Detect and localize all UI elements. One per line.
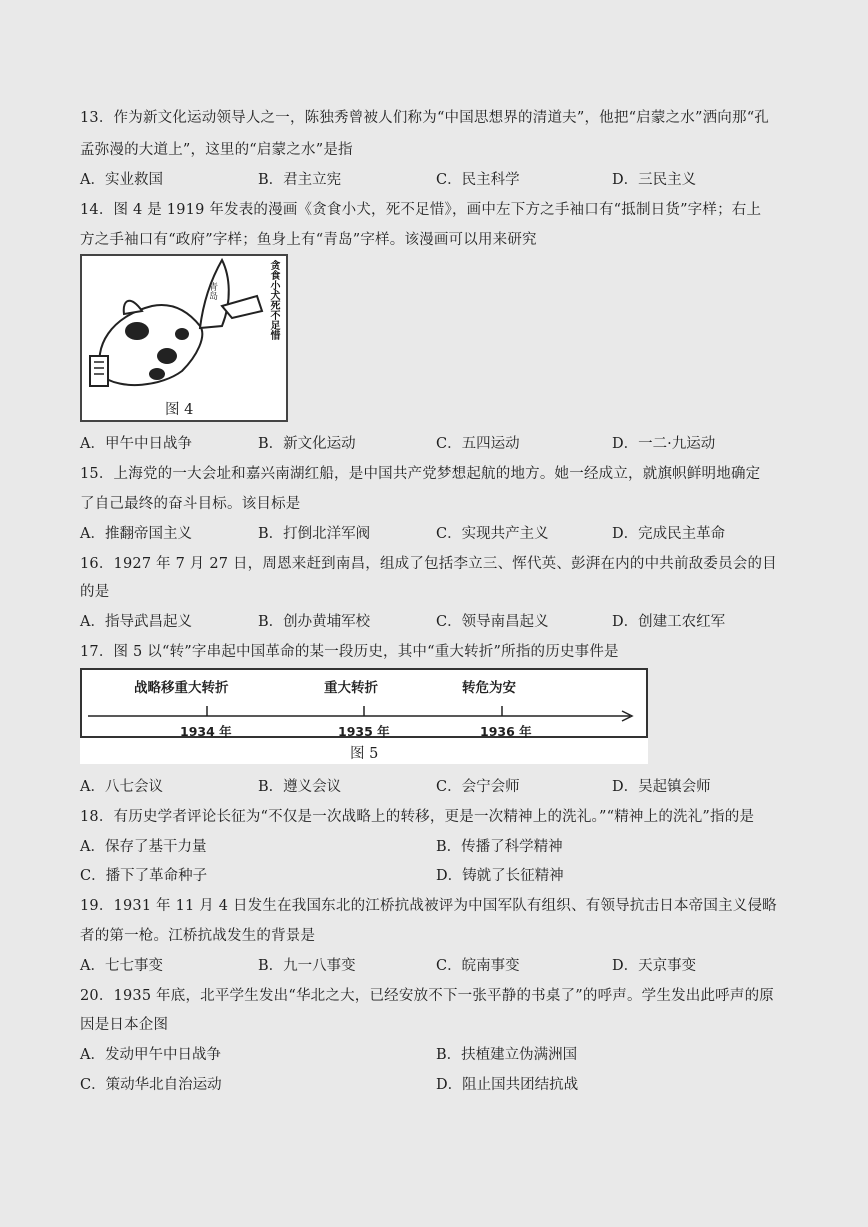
q14-option-d: D．一二·九运动 [612, 436, 716, 452]
q20-option-a: A．发动甲午中日战争 [80, 1047, 221, 1063]
q19-option-b: B．九一八事变 [258, 958, 356, 974]
cartoon-title-vertical: 贪食小犬死不足惜 [268, 260, 279, 340]
q17-option-b: B．遵义会议 [258, 779, 342, 795]
timeline-frame [80, 668, 648, 738]
timeline-label-1: 战略移重大转折 [134, 680, 229, 696]
q13-option-c: C．民主科学 [436, 172, 520, 188]
q20-option-d: D．阻止国共团结抗战 [436, 1077, 579, 1093]
q16-option-a: A．指导武昌起义 [80, 614, 192, 630]
figure-5-caption: 图 5 [350, 746, 379, 762]
q13-stem-line1: 13．作为新文化运动领导人之一，陈独秀曾被人们称为“中国思想界的清道夫”，他把“启蒙之水”洒向那“孔 [80, 110, 770, 126]
q15-option-d: D．完成民主革命 [612, 526, 726, 542]
q13-option-d: D．三民主义 [612, 172, 697, 188]
timeline-label-3: 转危为安 [462, 680, 516, 696]
q18-option-a: A．保存了基干力量 [80, 839, 207, 855]
q17-option-c: C．会宁会师 [436, 779, 520, 795]
q20-stem-line2: 因是日本企图 [80, 1017, 169, 1033]
q13-option-b: B．君主立宪 [258, 172, 342, 188]
q20-option-c: C．策动华北自治运动 [80, 1077, 222, 1093]
q13-stem-line2: 孟弥漫的大道上”，这里的“启蒙之水”是指 [80, 142, 353, 158]
q16-option-b: B．创办黄埔军校 [258, 614, 371, 630]
q14-stem-line1: 14．图 4 是 1919 年发表的漫画《贪食小犬，死不足惜》，画中左下方之手袖口有“抵制日货”字样；右上 [80, 202, 762, 218]
q17-stem-line1: 17．图 5 以“转”字串起中国革命的某一段历史，其中“重大转折”所指的历史事件是 [80, 644, 619, 660]
figure-5-timeline [80, 668, 648, 764]
q17-option-a: A．八七会议 [80, 779, 163, 795]
q17-option-d: D．吴起镇会师 [612, 779, 711, 795]
q14-option-a: A．甲午中日战争 [80, 436, 192, 452]
q18-stem-line1: 18．有历史学者评论长征为“不仅是一次战略上的转移，更是一次精神上的洗礼。”“精神上的洗礼”指的是 [80, 809, 755, 825]
q16-option-c: C．领导南昌起义 [436, 614, 549, 630]
q18-option-d: D．铸就了长征精神 [436, 868, 564, 884]
q19-stem-line2: 者的第一枪。江桥抗战发生的背景是 [80, 928, 316, 944]
q20-option-b: B．扶植建立伪满洲国 [436, 1047, 578, 1063]
q16-option-d: D．创建工农红军 [612, 614, 726, 630]
cartoon-drawing [82, 256, 286, 396]
q19-option-d: D．天京事变 [612, 958, 697, 974]
q18-option-c: C．播下了革命种子 [80, 868, 208, 884]
q15-option-c: C．实现共产主义 [436, 526, 549, 542]
figure-4-cartoon [80, 254, 288, 422]
q14-stem-line2: 方之手袖口有“政府”字样；鱼身上有“青岛”字样。该漫画可以用来研究 [80, 232, 537, 248]
cartoon-fish-label: 青岛 [207, 282, 217, 300]
q19-option-c: C．皖南事变 [436, 958, 520, 974]
q14-option-b: B．新文化运动 [258, 436, 356, 452]
timeline-label-2: 重大转折 [324, 680, 378, 696]
q18-option-b: B．传播了科学精神 [436, 839, 563, 855]
figure-4-caption: 图 4 [165, 402, 194, 418]
q15-option-b: B．打倒北洋军阀 [258, 526, 371, 542]
q14-option-c: C．五四运动 [436, 436, 520, 452]
q15-stem-line2: 了自己最终的奋斗目标。该目标是 [80, 496, 301, 512]
q13-option-a: A．实业救国 [80, 172, 163, 188]
timeline-year-1935: 1935 年 [338, 724, 390, 739]
q16-stem-line2: 的是 [80, 584, 110, 600]
timeline-year-1936: 1936 年 [480, 724, 532, 739]
q15-option-a: A．推翻帝国主义 [80, 526, 192, 542]
q15-stem-line1: 15．上海党的一大会址和嘉兴南湖红船，是中国共产党梦想起航的地方。她一经成立，就旗帜鲜明地确定 [80, 466, 761, 482]
q20-stem-line1: 20．1935 年底，北平学生发出“华北之大，已经安放不下一张平静的书桌了”的呼声。学生发出此呼声的原 [80, 988, 774, 1004]
q16-stem-line1: 16．1927 年 7 月 27 日，周恩来赶到南昌，组成了包括李立三、恽代英、彭湃在内的中共前敌委员会的目 [80, 556, 777, 572]
timeline-year-1934: 1934 年 [180, 724, 232, 739]
q19-stem-line1: 19．1931 年 11 月 4 日发生在我国东北的江桥抗战被评为中国军队有组织、有领导抗击日本帝国主义侵略 [80, 898, 777, 914]
q19-option-a: A．七七事变 [80, 958, 163, 974]
